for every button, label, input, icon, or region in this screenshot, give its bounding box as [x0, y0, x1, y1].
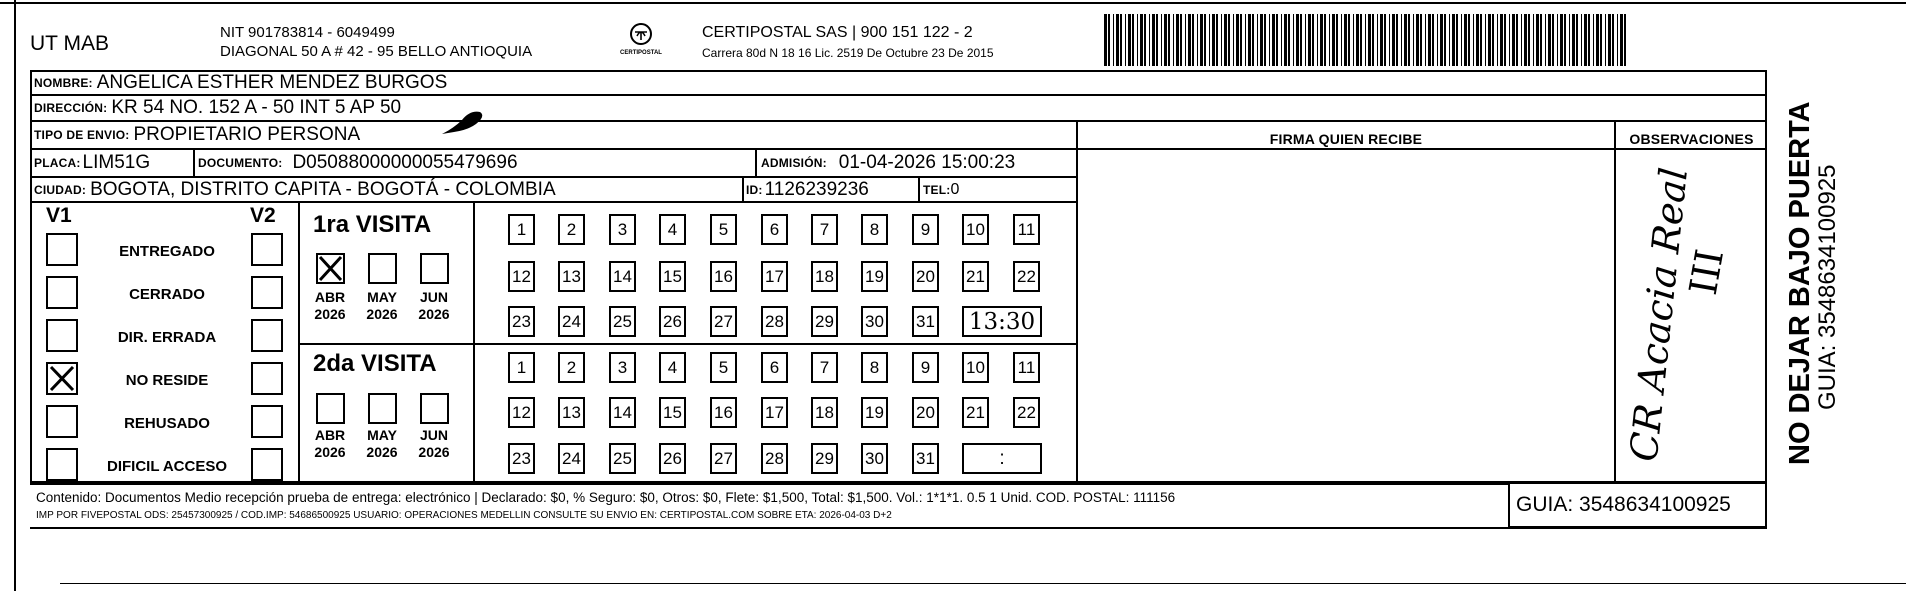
barcode-bar: [1356, 14, 1359, 66]
day-checkbox[interactable]: 9: [912, 352, 939, 383]
barcode-bar: [1452, 14, 1455, 66]
v1-checkbox[interactable]: [46, 233, 78, 266]
barcode-bar: [1185, 14, 1186, 66]
barcode-bar: [1137, 14, 1138, 66]
day-checkbox[interactable]: 11: [1013, 352, 1040, 383]
placa-value: LIM51G: [82, 152, 151, 173]
barcode-bar: [1605, 14, 1606, 66]
day-checkbox[interactable]: 6: [761, 352, 788, 383]
barcode-bar: [1416, 14, 1419, 66]
day-checkbox[interactable]: 10: [962, 352, 989, 383]
barcode-bar: [1125, 14, 1126, 66]
barcode-bar: [1581, 14, 1582, 66]
barcode-bar: [1488, 14, 1491, 66]
barcode-bar: [1560, 14, 1563, 66]
barcode-bar: [1341, 14, 1342, 66]
barcode-bar: [1389, 14, 1390, 66]
barcode-bar: [1296, 14, 1299, 66]
day-checkbox[interactable]: 18: [811, 261, 838, 292]
barcode-bar: [1192, 14, 1194, 66]
barcode-bar: [1336, 14, 1338, 66]
barcode-bar: [1372, 14, 1374, 66]
day-checkbox[interactable]: 2: [558, 214, 585, 245]
barcode-bar: [1104, 14, 1107, 66]
company-name: UT MAB: [30, 32, 109, 55]
barcode-bar: [1228, 14, 1230, 66]
day-checkbox[interactable]: 17: [761, 397, 788, 428]
day-checkbox[interactable]: 24: [558, 306, 585, 337]
day-checkbox[interactable]: 26: [659, 306, 686, 337]
barcode-bar: [1168, 14, 1170, 66]
barcode-bar: [1404, 14, 1407, 66]
barcode-bar: [1425, 14, 1426, 66]
barcode-bar: [1533, 14, 1534, 66]
barcode-bar: [1300, 14, 1302, 66]
status-label: DIR. ERRADA: [117, 329, 217, 346]
barcode-bar: [1216, 14, 1218, 66]
barcode-bar: [1132, 14, 1134, 66]
certipostal-info: CERTIPOSTAL SAS | 900 151 122 - 2: [702, 24, 973, 41]
ciudad-label: CIUDAD:: [34, 182, 87, 197]
barcode-bar: [1200, 14, 1203, 66]
barcode-bar: [1596, 14, 1599, 66]
month-checkbox[interactable]: [420, 253, 449, 284]
barcode-bar: [1569, 14, 1570, 66]
barcode-bar: [1516, 14, 1518, 66]
barcode-bar: [1456, 14, 1458, 66]
day-checkbox[interactable]: 19: [861, 261, 888, 292]
barcode-bar: [1504, 14, 1506, 66]
id-label: ID:: [746, 182, 763, 197]
admision-label: ADMISIÓN:: [761, 156, 827, 170]
day-checkbox[interactable]: 16: [710, 261, 737, 292]
day-checkbox[interactable]: 30: [861, 306, 888, 337]
barcode-bar: [1152, 14, 1155, 66]
barcode-bar: [1120, 14, 1122, 66]
barcode-bar: [1612, 14, 1614, 66]
documento-label: DOCUMENTO:: [198, 156, 283, 170]
company-nit: NIT 901783814 - 6049499: [220, 24, 395, 41]
day-checkbox[interactable]: 14: [609, 261, 636, 292]
day-checkbox[interactable]: 23: [508, 443, 535, 474]
company-address: DIAGONAL 50 A # 42 - 95 BELLO ANTIOQUIA: [220, 43, 533, 60]
status-label: DIFICIL ACCESO: [106, 458, 227, 475]
barcode-bar: [1557, 14, 1558, 66]
barcode-bar: [1272, 14, 1275, 66]
barcode-bar: [1221, 14, 1222, 66]
logo-text: CERTIPOSTAL: [620, 50, 662, 56]
ciudad-row: [34, 178, 1906, 201]
handwritten-observation-text: CR Acacia Real: [1621, 165, 1697, 464]
nombre-value: ANGELICA ESTHER MENDEZ BURGOS: [96, 72, 448, 93]
barcode-bar: [1552, 14, 1554, 66]
footer-guia: GUIA: 3548634100925: [1516, 493, 1731, 516]
barcode-bar: [1204, 14, 1206, 66]
barcode-bar: [1113, 14, 1114, 66]
barcode-bar: [1576, 14, 1578, 66]
barcode-bar: [1572, 14, 1575, 66]
month-name: MAY: [367, 289, 397, 305]
day-checkbox[interactable]: 31: [912, 443, 939, 474]
barcode-bar: [1140, 14, 1143, 66]
barcode-bar: [1329, 14, 1330, 66]
handwritten-mark: III: [1680, 245, 1733, 299]
barcode-bar: [1485, 14, 1486, 66]
day-checkbox[interactable]: 12: [508, 397, 535, 428]
barcode-bar: [1108, 14, 1110, 66]
barcode: [1104, 14, 1634, 66]
month-year: 2026: [418, 306, 450, 322]
day-checkbox[interactable]: 10: [962, 214, 989, 245]
day-checkbox[interactable]: 1: [508, 214, 535, 245]
day-checkbox[interactable]: 14: [609, 397, 636, 428]
day-checkbox[interactable]: 18: [811, 397, 838, 428]
day-checkbox[interactable]: 8: [861, 352, 888, 383]
day-checkbox[interactable]: 21: [962, 261, 989, 292]
barcode-bar: [1212, 14, 1215, 66]
v2-checkbox[interactable]: [251, 362, 283, 395]
day-checkbox[interactable]: 13: [558, 397, 585, 428]
barcode-bar: [1257, 14, 1258, 66]
ink-blot: [440, 106, 490, 143]
day-checkbox[interactable]: 31: [912, 306, 939, 337]
documento-value: D05088000000055479696: [292, 152, 518, 173]
tel-label: TEL:: [923, 182, 951, 197]
barcode-bar: [1545, 14, 1546, 66]
month-checkbox[interactable]: [420, 393, 449, 424]
day-checkbox[interactable]: 20: [912, 397, 939, 428]
barcode-bar: [1392, 14, 1395, 66]
month-name: JUN: [419, 427, 448, 443]
barcode-bar: [1288, 14, 1290, 66]
day-checkbox[interactable]: 1: [508, 352, 535, 383]
day-checkbox[interactable]: 16: [710, 397, 737, 428]
barcode-bar: [1332, 14, 1335, 66]
barcode-bar: [1312, 14, 1314, 66]
day-checkbox[interactable]: 19: [861, 397, 888, 428]
barcode-bar: [1305, 14, 1306, 66]
barcode-bar: [1365, 14, 1366, 66]
barcode-bar: [1317, 14, 1318, 66]
barcode-bar: [1540, 14, 1542, 66]
day-checkbox[interactable]: 29: [811, 443, 838, 474]
tel-field: [923, 178, 959, 201]
visit2-title: 2da VISITA: [313, 350, 437, 377]
day-checkbox[interactable]: 27: [710, 443, 737, 474]
barcode-bar: [1509, 14, 1510, 66]
tel-value: 0: [950, 180, 960, 198]
barcode-bar: [1512, 14, 1515, 66]
barcode-bar: [1149, 14, 1150, 66]
day-checkbox[interactable]: 22: [1013, 261, 1040, 292]
month-year: 2026: [366, 444, 398, 460]
month-label: [360, 289, 404, 323]
barcode-bar: [1248, 14, 1251, 66]
day-checkbox[interactable]: 4: [659, 214, 686, 245]
admision-field: [761, 150, 1015, 176]
barcode-bar: [1437, 14, 1438, 66]
day-checkbox[interactable]: 28: [761, 306, 788, 337]
side-guia: GUIA: 3548634100925: [1814, 164, 1841, 410]
barcode-bar: [1197, 14, 1198, 66]
direccion-value: KR 54 NO. 152 A - 50 INT 5 AP 50: [111, 97, 402, 118]
barcode-bar: [1260, 14, 1263, 66]
day-checkbox[interactable]: 7: [811, 352, 838, 383]
barcode-bar: [1524, 14, 1527, 66]
month-label: [412, 289, 456, 323]
direccion-label: DIRECCIÓN:: [34, 101, 108, 115]
barcode-bar: [1384, 14, 1386, 66]
barcode-bar: [1264, 14, 1266, 66]
day-checkbox[interactable]: 13: [558, 261, 585, 292]
barcode-bar: [1377, 14, 1378, 66]
barcode-bar: [1252, 14, 1254, 66]
check-x-icon: [318, 255, 343, 282]
barcode-bar: [1593, 14, 1594, 66]
month-year: 2026: [314, 306, 346, 322]
barcode-bar: [1600, 14, 1602, 66]
barcode-bar: [1420, 14, 1422, 66]
month-name: JUN: [419, 289, 448, 305]
day-checkbox[interactable]: 15: [659, 397, 686, 428]
observaciones-label: OBSERVACIONES: [1629, 131, 1754, 147]
day-checkbox[interactable]: 23: [508, 306, 535, 337]
barcode-bar: [1480, 14, 1482, 66]
barcode-bar: [1324, 14, 1326, 66]
footer-contenido: Contenido: Documentos Medio recepción prueba de entrega: electrónico | Declarado: $0, % Seguro: $0, Otros: $0, Flete: $1,500, Total: $1,500. Vol.: 1*1*1. 0.5 1 Unid. COD. POSTAL: 111156: [36, 490, 1176, 505]
day-checkbox[interactable]: 17: [761, 261, 788, 292]
month-name: MAY: [367, 427, 397, 443]
nombre-label: NOMBRE:: [34, 76, 93, 90]
day-checkbox[interactable]: 22: [1013, 397, 1040, 428]
status-label: NO RESIDE: [125, 372, 209, 389]
barcode-bar: [1401, 14, 1402, 66]
barcode-bar: [1624, 14, 1626, 66]
barcode-bar: [1408, 14, 1410, 66]
day-checkbox[interactable]: 3: [609, 214, 636, 245]
visit1-title: 1ra VISITA: [313, 211, 432, 238]
barcode-bar: [1396, 14, 1398, 66]
barcode-bar: [1348, 14, 1350, 66]
barcode-bar: [1380, 14, 1383, 66]
day-checkbox[interactable]: 5: [710, 214, 737, 245]
day-checkbox[interactable]: 4: [659, 352, 686, 383]
barcode-bar: [1269, 14, 1270, 66]
day-checkbox[interactable]: 9: [912, 214, 939, 245]
month-label: [360, 427, 404, 461]
day-checkbox[interactable]: 3: [609, 352, 636, 383]
top-border: [0, 2, 1906, 4]
barcode-bar: [1308, 14, 1311, 66]
barcode-bar: [1473, 14, 1474, 66]
v1-checkbox[interactable]: [46, 362, 78, 395]
month-checkbox[interactable]: [316, 253, 345, 284]
day-checkbox[interactable]: 8: [861, 214, 888, 245]
day-checkbox[interactable]: 2: [558, 352, 585, 383]
v2-label: V2: [250, 204, 276, 227]
certipostal-logo-icon: [628, 22, 654, 46]
barcode-bar: [1521, 14, 1522, 66]
direccion-row: [34, 96, 1906, 120]
barcode-bar: [1497, 14, 1498, 66]
barcode-bar: [1464, 14, 1467, 66]
barcode-bar: [1360, 14, 1362, 66]
day-checkbox[interactable]: 11: [1013, 214, 1040, 245]
month-name: ABR: [314, 289, 346, 305]
v1-checkbox[interactable]: [46, 319, 78, 352]
v1-checkbox[interactable]: [46, 276, 78, 309]
footer-imp: IMP POR FIVEPOSTAL ODS: 25457300925 / COD.IMP: 54686500925 USUARIO: OPERACIONES MEDELLIN CONSULTE SU ENVIO EN: CERTIPOSTAL.COM SOBRE ETA: 2026-04-03 D+2: [36, 510, 892, 521]
day-checkbox[interactable]: 12: [508, 261, 535, 292]
v2-checkbox[interactable]: [251, 405, 283, 438]
day-checkbox[interactable]: 27: [710, 306, 737, 337]
barcode-bar: [1144, 14, 1146, 66]
ciudad-value: BOGOTA, DISTRITO CAPITA - BOGOTÁ - COLOMBIA: [90, 178, 556, 200]
barcode-bar: [1536, 14, 1539, 66]
v1-checkbox[interactable]: [46, 405, 78, 438]
barcode-bar: [1240, 14, 1242, 66]
barcode-bar: [1461, 14, 1462, 66]
barcode-bar: [1236, 14, 1239, 66]
barcode-bar: [1444, 14, 1446, 66]
day-checkbox[interactable]: 30: [861, 443, 888, 474]
barcode-bar: [1164, 14, 1167, 66]
time-field[interactable]: :: [962, 443, 1042, 474]
day-checkbox[interactable]: 21: [962, 397, 989, 428]
barcode-bar: [1209, 14, 1210, 66]
barcode-bar: [1620, 14, 1623, 66]
v2-checkbox[interactable]: [251, 233, 283, 266]
v2-checkbox[interactable]: [251, 448, 283, 481]
barcode-bar: [1161, 14, 1162, 66]
side-warning: NO DEJAR BAJO PUERTA: [1784, 101, 1816, 465]
barcode-bar: [1173, 14, 1174, 66]
id-value: 1126239236: [764, 178, 869, 200]
v1-label: V1: [46, 204, 72, 227]
tipo-value: PROPIETARIO PERSONA: [133, 124, 361, 145]
barcode-bar: [1584, 14, 1587, 66]
barcode-bar: [1413, 14, 1414, 66]
day-checkbox[interactable]: 29: [811, 306, 838, 337]
bottom-edge: [60, 583, 1906, 584]
month-label: [308, 289, 352, 323]
day-checkbox[interactable]: 25: [609, 306, 636, 337]
barcode-bar: [1548, 14, 1551, 66]
barcode-bar: [1500, 14, 1503, 66]
barcode-bar: [1449, 14, 1450, 66]
month-year: 2026: [366, 306, 398, 322]
barcode-bar: [1564, 14, 1566, 66]
tipo-label: TIPO DE ENVIO:: [34, 128, 130, 142]
day-checkbox[interactable]: 15: [659, 261, 686, 292]
barcode-bar: [1245, 14, 1246, 66]
barcode-bar: [1617, 14, 1618, 66]
barcode-bar: [1128, 14, 1131, 66]
month-year: 2026: [314, 444, 346, 460]
barcode-bar: [1432, 14, 1434, 66]
month-name: ABR: [314, 427, 346, 443]
barcode-bar: [1176, 14, 1179, 66]
barcode-bar: [1156, 14, 1158, 66]
certipostal-logo: [616, 22, 666, 56]
barcode-bar: [1188, 14, 1191, 66]
month-checkbox[interactable]: [368, 253, 397, 284]
status-label: REHUSADO: [124, 415, 210, 432]
month-label: [308, 427, 352, 461]
barcode-bar: [1233, 14, 1234, 66]
barcode-bar: [1476, 14, 1479, 66]
time-field[interactable]: 13:30: [962, 306, 1042, 337]
barcode-bar: [1428, 14, 1431, 66]
day-checkbox[interactable]: 28: [761, 443, 788, 474]
v1-checkbox[interactable]: [46, 448, 78, 481]
barcode-bar: [1116, 14, 1119, 66]
barcode-bar: [1492, 14, 1494, 66]
certipostal-license: Carrera 80d N 18 16 Lic. 2519 De Octubre 23 De 2015: [702, 46, 994, 60]
v2-checkbox[interactable]: [251, 276, 283, 309]
status-label: ENTREGADO: [119, 243, 215, 260]
day-checkbox[interactable]: 26: [659, 443, 686, 474]
documento-field: [198, 150, 518, 176]
month-year: 2026: [418, 444, 450, 460]
day-checkbox[interactable]: 6: [761, 214, 788, 245]
barcode-bar: [1276, 14, 1278, 66]
barcode-bar: [1284, 14, 1287, 66]
admision-value: 01-04-2026 15:00:23: [838, 152, 1016, 173]
barcode-bar: [1368, 14, 1371, 66]
barcode-bar: [1588, 14, 1590, 66]
barcode-bar: [1180, 14, 1182, 66]
barcode-bar: [1528, 14, 1530, 66]
barcode-bar: [1440, 14, 1443, 66]
status-label: CERRADO: [129, 286, 205, 303]
id-field: [746, 178, 869, 201]
barcode-bar: [1353, 14, 1354, 66]
day-checkbox[interactable]: 25: [609, 443, 636, 474]
check-x-icon: [48, 364, 76, 393]
barcode-bar: [1224, 14, 1227, 66]
left-border: [14, 0, 16, 591]
barcode-bar: [1344, 14, 1347, 66]
day-checkbox[interactable]: 5: [710, 352, 737, 383]
handwritten-observation: [1621, 165, 1697, 480]
day-checkbox[interactable]: 7: [811, 214, 838, 245]
barcode-bar: [1281, 14, 1282, 66]
firma-label: FIRMA QUIEN RECIBE: [1269, 131, 1423, 147]
placa-label: PLACA:: [34, 156, 81, 170]
barcode-bar: [1468, 14, 1470, 66]
month-label: [412, 427, 456, 461]
barcode-bar: [1293, 14, 1294, 66]
day-checkbox[interactable]: 24: [558, 443, 585, 474]
barcode-bar: [1608, 14, 1611, 66]
day-checkbox[interactable]: 20: [912, 261, 939, 292]
month-checkbox[interactable]: [368, 393, 397, 424]
month-checkbox[interactable]: [316, 393, 345, 424]
nombre-row: [34, 72, 1906, 94]
v2-checkbox[interactable]: [251, 319, 283, 352]
barcode-bar: [1320, 14, 1323, 66]
